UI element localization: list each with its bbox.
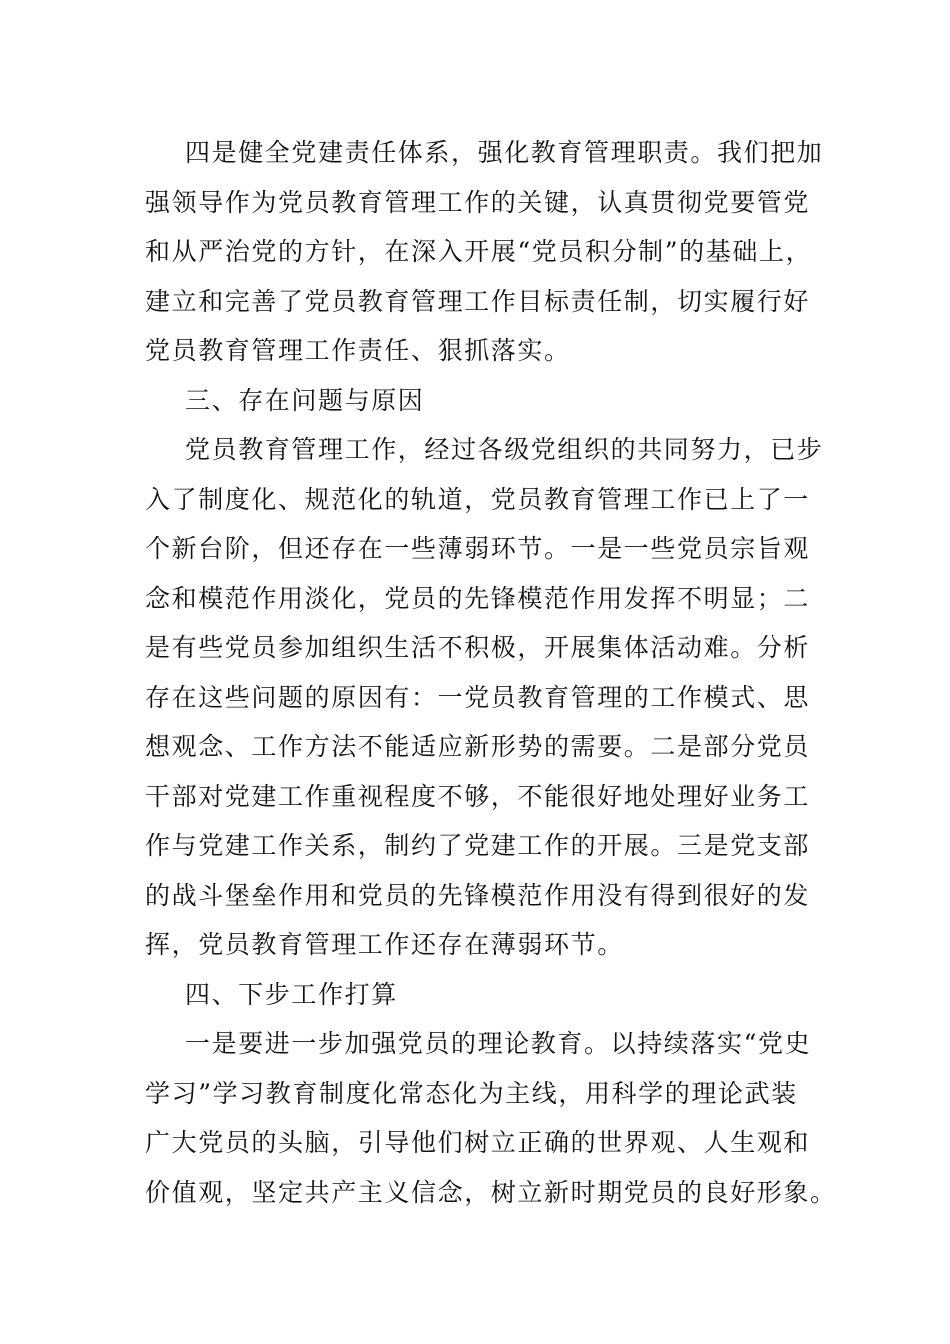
- paragraph-line: 建立和完善了党员教育管理工作目标责任制，切实履行好: [145, 286, 811, 316]
- paragraph-line: 强领导作为党员教育管理工作的关键，认真贯彻党要管党: [145, 187, 811, 217]
- paragraph-line: 念和模范作用淡化，党员的先锋模范作用发挥不明显；二: [145, 583, 811, 613]
- paragraph-line: 和从严治党的方针，在深入开展“党员积分制”的基础上，: [145, 237, 813, 266]
- section-heading: 四、下步工作打算: [185, 979, 398, 1009]
- paragraph-line: 的战斗堡垒作用和党员的先锋模范作用没有得到很好的发: [145, 880, 811, 910]
- paragraph-line: 学习”学习教育制度化常态化为主线，用科学的理论武装: [145, 1078, 798, 1108]
- paragraph-line: 党员教育管理工作责任、狠抓落实。: [145, 336, 571, 365]
- paragraph-line: 入了制度化、规范化的轨道，党员教育管理工作已上了一: [145, 484, 811, 514]
- paragraph-line: 作与党建工作关系，制约了党建工作的开展。三是党支部: [145, 831, 811, 860]
- paragraph-line: 广大党员的头脑，引导他们树立正确的世界观、人生观和: [145, 1128, 811, 1157]
- paragraph-line: 一是要进一步加强党员的理论教育。以持续落实“党史: [185, 1029, 812, 1058]
- document-body: [145, 128, 837, 1217]
- paragraph-line: 价值观，坚定共产主义信念，树立新时期党员的良好形象。: [145, 1177, 837, 1207]
- paragraph-line: 四是健全党建责任体系，强化教育管理职责。我们把加: [185, 138, 824, 167]
- paragraph-line: 是有些党员参加组织生活不积极，开展集体活动难。分析: [145, 633, 811, 662]
- paragraph-line: 想观念、工作方法不能适应新形势的需要。二是部分党员: [145, 732, 811, 761]
- paragraph-line: 存在这些问题的原因有：一党员教育管理的工作模式、思: [145, 682, 811, 712]
- paragraph-line: 个新台阶，但还存在一些薄弱环节。一是一些党员宗旨观: [145, 534, 811, 563]
- paragraph-line: 挥，党员教育管理工作还存在薄弱环节。: [145, 930, 624, 959]
- paragraph-line: 干部对党建工作重视程度不够，不能很好地处理好业务工: [145, 781, 811, 811]
- paragraph-line: 党员教育管理工作，经过各级党组织的共同努力，已步: [185, 435, 824, 464]
- section-heading: 三、存在问题与原因: [185, 385, 425, 415]
